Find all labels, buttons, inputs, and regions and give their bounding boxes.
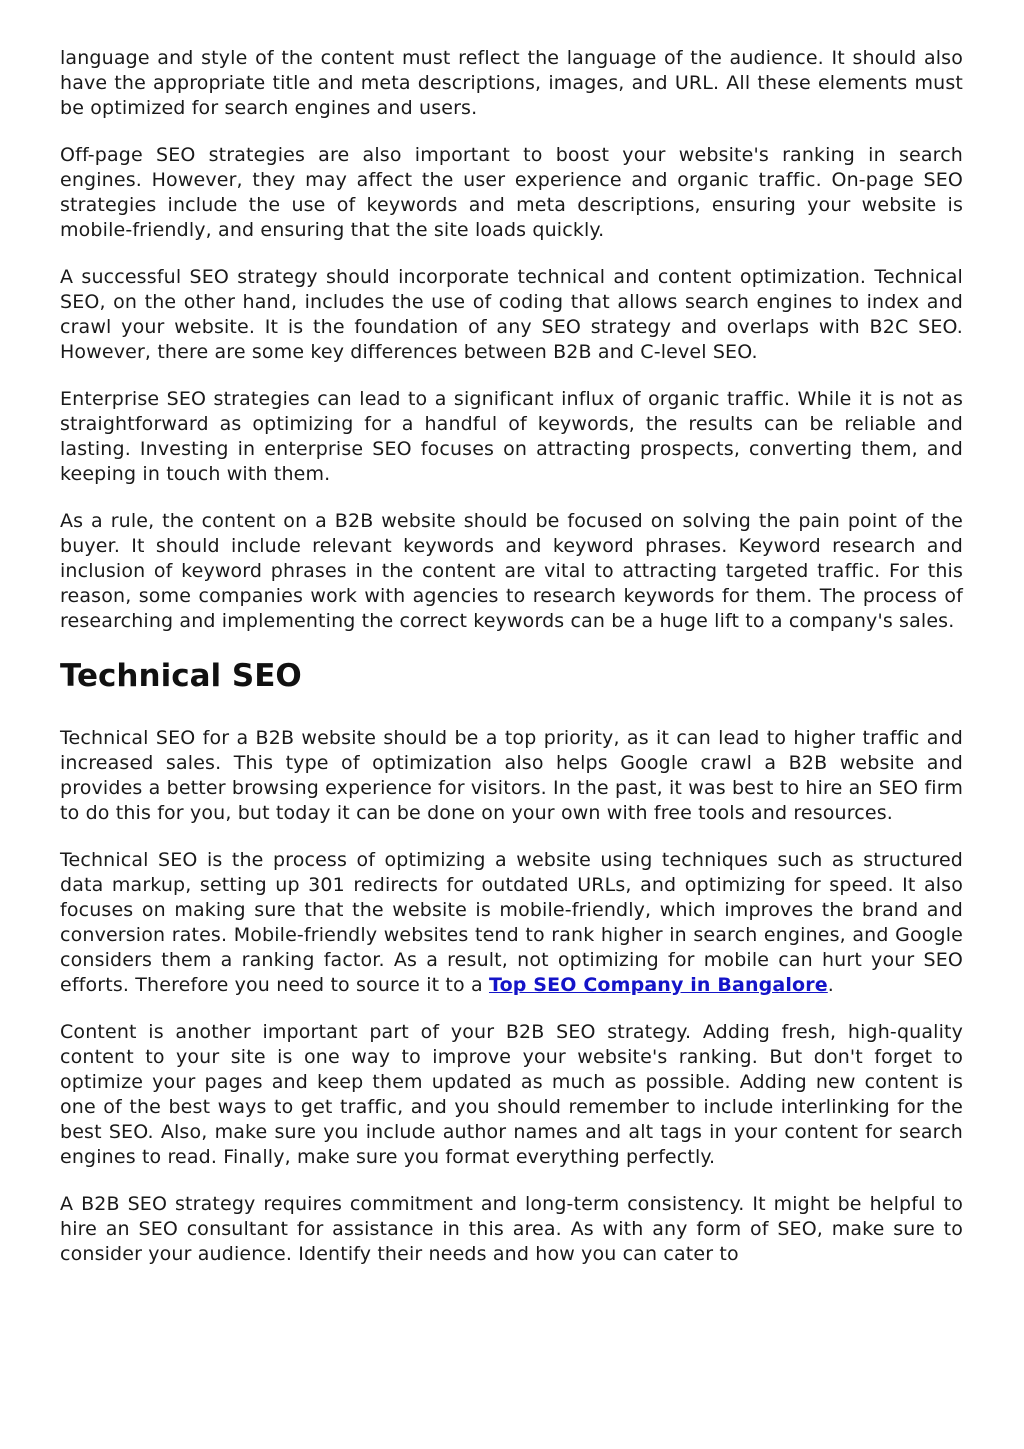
paragraph-language-style: language and style of the content must reflect the language of the audience. It should also have the appropriate title and meta descriptions, images, and URL. All these elements must be optimized for search engines and users.: [60, 47, 963, 119]
document-page: [60, 46, 963, 1289]
paragraph-b2b-content: As a rule, the content on a B2B website should be focused on solving the pain point of the buyer. It should include relevant keywords and keyword phrases. Keyword research and inclusion of keyword phrases in the content are vital to attracting targeted traffic. For this reason, some companies work with agencies to research keywords for them. The process of researching and implementing the correct keywords can be a huge lift to a company's sales.: [60, 510, 963, 632]
paragraph-technical-process: [60, 848, 963, 998]
paragraph-enterprise-seo: Enterprise SEO strategies can lead to a significant influx of organic traffic. While it is not as straightforward as optimizing for a handful of keywords, the results can be reliable and lasting. Investing in enterprise SEO focuses on attracting prospects, converting them, and keeping in touch with them.: [60, 388, 963, 485]
paragraph-off-page-seo: Off-page SEO strategies are also important to boost your website's ranking in search engines. However, they may affect the user experience and organic traffic. On-page SEO strategies include the use of keywords and meta descriptions, ensuring your website is mobile-friendly, and ensuring that the site loads quickly.: [60, 144, 963, 241]
paragraph-technical-priority: Technical SEO for a B2B website should be a top priority, as it can lead to higher traffic and increased sales. This type of optimization also helps Google crawl a B2B website and provides a better browsing experience for visitors. In the past, it was best to hire an SEO firm to do this for you, but today it can be done on your own with free tools and resources.: [60, 727, 963, 824]
paragraph-text-before-link: Technical SEO is the process of optimizing a website using techniques such as structured data markup, setting up 301 redirects for outdated URLs, and optimizing for speed. It also focuses on making sure that the website is mobile-friendly, which improves the brand and conversion rates. Mobile-friendly websites tend to rank higher in search engines, and Google considers them a ranking factor. As a result, not optimizing for mobile can hurt your SEO efforts. Therefore you need to source it to a: [60, 849, 963, 996]
seo-company-link[interactable]: Top SEO Company in Bangalore: [488, 974, 828, 996]
paragraph-text-after-link: .: [827, 974, 834, 996]
paragraph-commitment: A B2B SEO strategy requires commitment and long-term consistency. It might be helpful to hire an SEO consultant for assistance in this area. As with any form of SEO, make sure to consider your audience. Identify their needs and how you can cater to: [60, 1193, 963, 1265]
section-heading-technical-seo: Technical SEO: [60, 658, 302, 694]
paragraph-successful-strategy: A successful SEO strategy should incorporate technical and content optimization. Technical SEO, on the other hand, includes the use of coding that allows search engines to index and crawl your website. It is the foundation of any SEO strategy and overlaps with B2C SEO. However, there are some key differences between B2B and C-level SEO.: [60, 266, 963, 363]
paragraph-content-strategy: Content is another important part of your B2B SEO strategy. Adding fresh, high-quality content to your site is one way to improve your website's ranking. But don't forget to optimize your pages and keep them updated as much as possible. Adding new content is one of the best ways to get traffic, and you should remember to include interlinking for the best SEO. Also, make sure you include author names and alt tags in your content for search engines to read. Finally, make sure you format everything perfectly.: [60, 1021, 963, 1168]
